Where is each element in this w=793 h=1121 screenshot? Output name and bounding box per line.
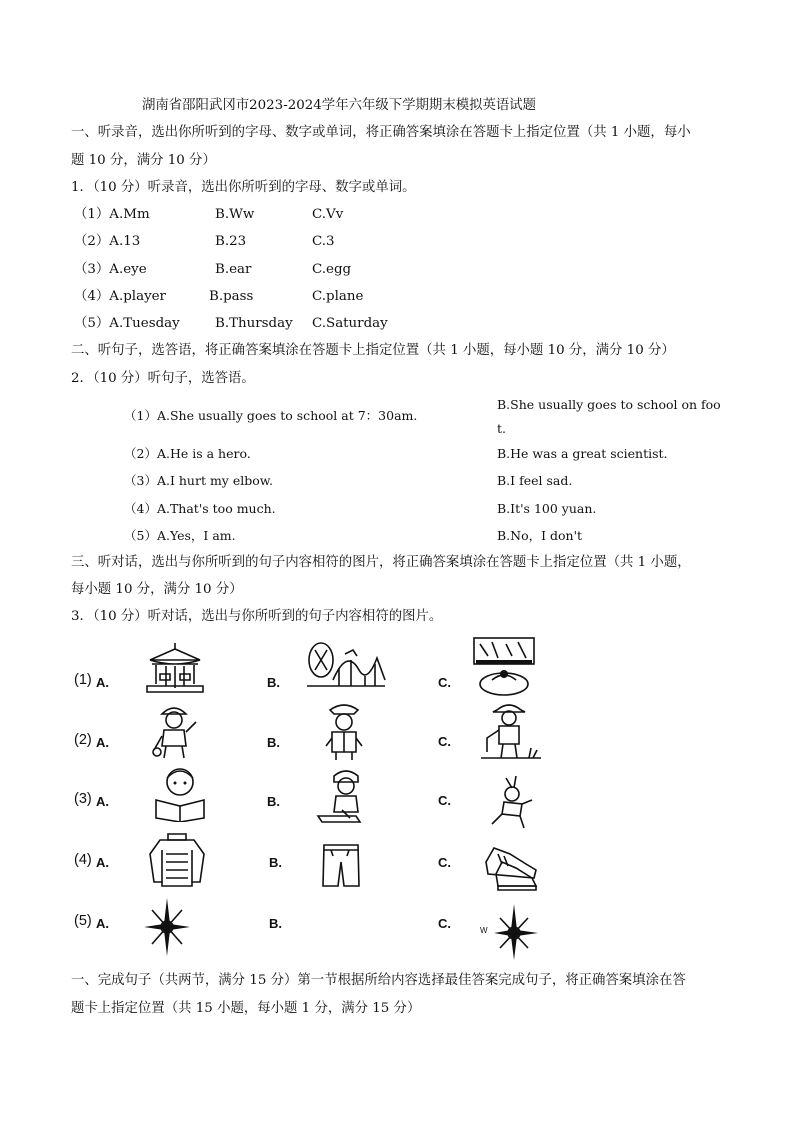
- q1-item4-b: B.pass: [209, 289, 254, 304]
- q2-item5-a: （5）A.Yes，I am.: [124, 528, 236, 543]
- q3-row3-b-label: B.: [267, 794, 280, 809]
- section3-heading-line1: 三、听对话，选出与你所听到的句子内容相符的图片，将正确答案填涂在答题卡上指定位置（共 1 小题，: [71, 555, 691, 570]
- q1-item3-a: （3）A.eye: [74, 262, 147, 277]
- page-title: 湖南省邵阳武冈市2023-2024学年六年级下学期期末模拟英语试题: [142, 98, 537, 113]
- q3-row1-c-label: C.: [438, 675, 451, 690]
- q1-item2-b: B.23: [215, 234, 247, 249]
- q1-item3-b: B.ear: [215, 262, 252, 277]
- girl-writing-picture: [316, 766, 372, 824]
- q2-item3-b: B.I feel sad.: [497, 473, 573, 488]
- q2-item1-a: （1）A.She usually goes to school at 7：30am.: [124, 408, 418, 423]
- compass-rose-picture-a: [142, 896, 192, 958]
- q1-item2-a: （2）A.13: [74, 234, 141, 249]
- q2-item1-b-line1: B.She usually goes to school on foo: [497, 397, 721, 412]
- q3-row2-number: (2): [74, 732, 92, 748]
- q2-item2-b: B.He was a great scientist.: [497, 446, 668, 461]
- q1-item4-a: （4）A.player: [74, 289, 166, 304]
- q3-row3-c-label: C.: [438, 793, 451, 808]
- q1-item1-c: C.Vv: [312, 207, 344, 222]
- q3-row2-c-label: C.: [438, 734, 451, 749]
- q1-item5-a: （5）A.Tuesday: [74, 316, 180, 331]
- q3-row3-a-label: A.: [96, 794, 109, 809]
- q3-row1-number: (1): [74, 672, 92, 688]
- q3-row4-a-label: A.: [96, 855, 109, 870]
- q1-item2-c: C.3: [312, 234, 335, 249]
- q3-row3-number: (3): [74, 791, 92, 807]
- sweater-picture: [146, 830, 208, 890]
- section1-heading-line2: 题 10 分，满分 10 分）: [71, 153, 216, 168]
- q1-item5-b: B.Thursday: [215, 316, 293, 331]
- shorts-picture: [321, 842, 361, 888]
- q3-row1-b-label: B.: [267, 675, 280, 690]
- q1-item1-a: （1）A.Mm: [74, 207, 150, 222]
- compass-rose-picture-c: [484, 902, 542, 962]
- compass-west-label: W: [480, 926, 488, 935]
- roller-coaster-picture: [305, 640, 387, 692]
- q2-item3-a: （3）A.I hurt my elbow.: [124, 473, 273, 488]
- q1-item4-c: C.plane: [312, 289, 364, 304]
- q3-row2-a-label: A.: [96, 735, 109, 750]
- question3-stem: 3．（10 分）听对话，选出与你所听到的句子内容相符的图片。: [71, 609, 443, 624]
- q2-item4-a: （4）A.That's too much.: [124, 501, 276, 516]
- q3-row4-number: (4): [74, 852, 92, 868]
- section4-heading-line1: 一、完成句子（共两节，满分 15 分）第一节根据所给内容选择最佳答案完成句子，将正确答案填涂在答: [71, 973, 686, 988]
- section2-heading: 二、听句子，选答语，将正确答案填涂在答题卡上指定位置（共 1 小题，每小题 10 分，满分 10 分）: [71, 343, 675, 358]
- q2-item5-b: B.No，I don't: [497, 528, 583, 543]
- q3-row2-b-label: B.: [267, 735, 280, 750]
- q2-item2-a: （2）A.He is a hero.: [124, 446, 251, 461]
- child-climbing-picture: [486, 774, 536, 830]
- section1-heading-line1: 一、听录音，选出你所听到的字母、数字或单词，将正确答案填涂在答题卡上指定位置（共 1 小题，每小: [71, 125, 691, 140]
- section3-heading-line2: 每小题 10 分，满分 10 分）: [71, 582, 243, 597]
- farmer-planting-picture: [477, 700, 543, 762]
- q3-row4-b-label: B.: [269, 855, 282, 870]
- boy-reading-picture: [150, 764, 210, 822]
- carousel-picture: [142, 640, 208, 696]
- q1-item1-b: B.Ww: [215, 207, 255, 222]
- q3-row1-a-label: A.: [96, 675, 109, 690]
- bumper-cars-picture: [472, 636, 536, 700]
- q3-row4-c-label: C.: [438, 855, 451, 870]
- sneakers-picture: [482, 840, 540, 892]
- question2-stem: 2．（10 分）听句子，选答语。: [71, 371, 255, 386]
- q3-row5-a-label: A.: [96, 916, 109, 931]
- q3-row5-c-label: C.: [438, 916, 451, 931]
- q1-item3-c: C.egg: [312, 262, 352, 277]
- firefighter-picture: [152, 702, 198, 760]
- q2-item4-b: B.It's 100 yuan.: [497, 501, 597, 516]
- q3-row5-b-label: B.: [269, 916, 282, 931]
- q1-item5-c: C.Saturday: [312, 316, 388, 331]
- police-officer-picture: [324, 700, 364, 762]
- q3-row5-number: (5): [74, 913, 92, 929]
- question1-stem: 1．（10 分）听录音，选出你所听到的字母、数字或单词。: [71, 180, 416, 195]
- section4-heading-line2: 题卡上指定位置（共 15 小题，每小题 1 分，满分 15 分）: [71, 1001, 421, 1016]
- q2-item1-b-line2: t.: [497, 421, 506, 436]
